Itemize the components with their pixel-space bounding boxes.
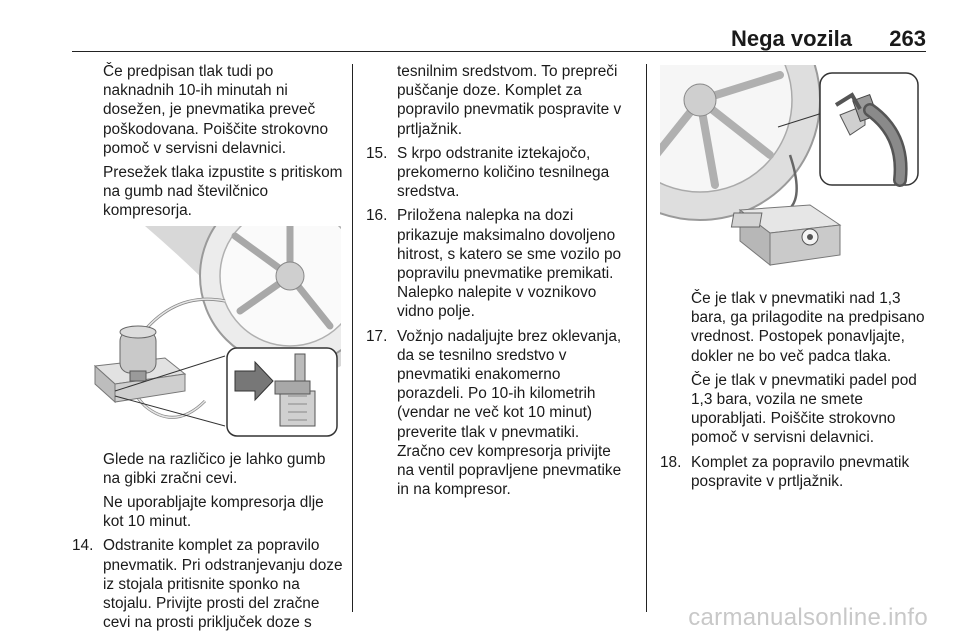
- header-title: Nega vozila: [730, 26, 852, 51]
- paragraph: Če je tlak v pnevmatiki nad 1,3 bara, ga prilagodite na predpisano vrednost. Postopek ponavljajte, dokler ne bo več padca tlaka.: [691, 290, 925, 365]
- list-text: Vožnjo nadaljujte brez oklevanja, da se tesnilno sredstvo v pnevmatiki enakomerno porazdeli. Po 10-ih kilometrih (vendar ne več kot 10 minut) preverite tlak v pnevmatiki. Zračno cev kompresorja privijte na ventil popravljene pnevmatike in na kompresor.: [397, 327, 622, 499]
- list-item: [72, 536, 344, 632]
- list-item: [366, 144, 630, 202]
- header-rule: [72, 51, 926, 52]
- list-item: [660, 453, 930, 491]
- paragraph: tesnilnim sredstvom. To prepreči puščanje doze. Komplet za popravilo pnevmatik pospravite v prtljažnik.: [397, 63, 622, 138]
- page-number: 263: [889, 26, 926, 51]
- list-number: 18.: [660, 453, 682, 471]
- list-number: 16.: [366, 207, 388, 225]
- paragraph: Glede na različico je lahko gumb na gibki zračni cevi.: [103, 450, 326, 487]
- list-text: Priložena nalepka na dozi prikazuje maksimalno dovoljeno hitrost, s katero se sme vozilo po popravilu pnevmatike premikati. Nalepko nalepite v voznikovo vidno polje.: [397, 207, 622, 321]
- column-1: [72, 62, 344, 637]
- column-divider-1: [352, 64, 353, 612]
- list-item: [366, 206, 630, 321]
- column-3: [660, 62, 930, 496]
- tyre-pressure-illustration: [660, 65, 926, 277]
- watermark: carmanualsonline.info: [688, 604, 928, 631]
- paragraph: Če je tlak v pnevmatiki padel pod 1,3 bara, vozila ne smete uporabljati. Poiščite strokovno pomoč v servisni delavnici.: [691, 371, 917, 447]
- list-item: [366, 327, 630, 500]
- column-divider-2: [646, 64, 647, 612]
- list-number: 15.: [366, 144, 388, 162]
- list-number: 17.: [366, 327, 388, 345]
- list-number: 14.: [72, 537, 94, 555]
- list-text: Odstranite komplet za popravilo pnevmatik. Pri odstranjevanju doze iz stojala pritisnite sponko na stojalu. Privijte prosti del zračne cevi na prosti priključek doze s: [103, 537, 343, 632]
- paragraph: Ne uporabljajte kompresorja dlje kot 10 minut.: [103, 494, 324, 531]
- paragraph: Če predpisan tlak tudi po naknadnih 10-ih minutah ni dosežen, je pnevmatika preveč poškodovana. Poiščite strokovno pomoč v servisni delavnici.: [103, 63, 329, 157]
- compressor-illustration: [75, 226, 341, 438]
- column-2: [366, 62, 630, 504]
- list-text: S krpo odstranite iztekajočo, prekomerno količino tesnilnega sredstva.: [397, 144, 610, 201]
- paragraph: Presežek tlaka izpustite s pritiskom na gumb nad številčnico kompresorja.: [103, 164, 343, 220]
- list-text: Komplet za popravilo pnevmatik pospravite v prtljažnik.: [691, 453, 910, 490]
